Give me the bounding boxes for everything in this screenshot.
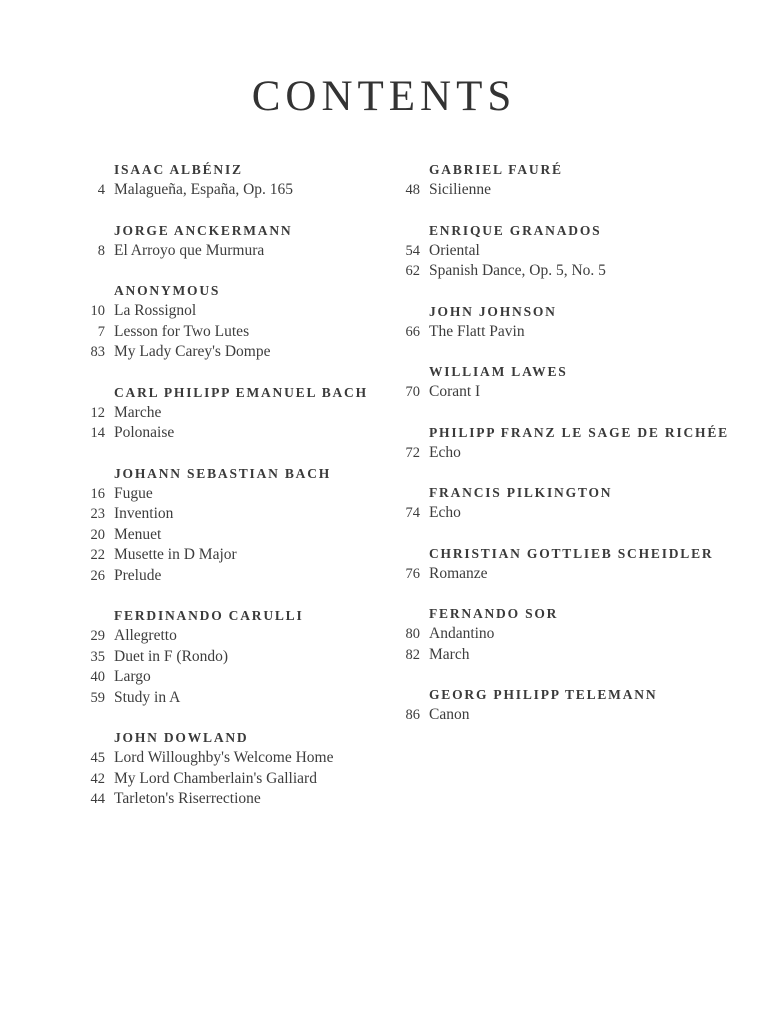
work-row [78,180,393,201]
work-title: La Rossignol [114,302,197,319]
work-page-number: 74 [405,505,420,521]
work-title: Corant I [429,383,481,400]
work-page-number: 40 [90,669,105,685]
work-row [78,748,393,769]
toc-column-right [393,159,738,829]
composer-name: PHILIPP FRANZ LE SAGE DE RICHÉE [429,424,729,440]
work-title: Echo [429,504,461,521]
composer-group [78,159,393,201]
work-title: Tarleton's Riserrectione [114,790,261,807]
work-page-number: 23 [90,506,105,522]
composer-group [78,727,393,810]
work-title: My Lady Carey's Dompe [114,343,271,360]
composer-group [393,422,738,464]
composer-name: JOHN DOWLAND [114,730,249,745]
work-row [393,624,738,645]
composer-group [393,603,738,665]
work-row [393,322,738,343]
work-page-number: 10 [90,303,105,319]
composer-group [78,220,393,262]
composer-group [78,382,393,444]
work-title: Andantino [429,625,495,642]
work-row [393,261,738,282]
composer-name: JOHANN SEBASTIAN BACH [114,465,332,481]
work-title: My Lord Chamberlain's Galliard [114,769,317,787]
composer-name: ISAAC ALBÉNIZ [114,162,243,177]
composer-name: WILLIAM LAWES [429,364,568,379]
work-title: Lesson for Two Lutes [114,322,250,340]
work-page-number: 83 [90,344,105,360]
work-page-number: 66 [405,323,420,340]
work-title: Polonaise [114,424,175,441]
work-page-number: 35 [90,648,105,665]
work-page-number: 76 [405,565,420,582]
work-title: Lord Willoughby's Welcome Home [114,749,334,766]
work-row [78,484,393,505]
work-page-number: 26 [90,567,105,584]
work-title: Spanish Dance, Op. 5, No. 5 [429,262,606,279]
composer-group [393,301,738,343]
work-page-number: 20 [90,526,105,543]
work-row [78,301,393,322]
composer-name: FERNANDO SOR [429,606,559,621]
composer-group [393,361,738,403]
work-row [393,564,738,585]
work-page-number: 80 [405,626,420,642]
work-row [78,241,393,262]
work-row [78,688,393,709]
work-page-number: 62 [405,263,420,279]
work-row [78,545,393,566]
work-title: Malagueña, España, Op. 165 [114,181,294,198]
composer-name: JOHN JOHNSON [429,303,557,319]
work-row [78,423,393,444]
work-page-number: 29 [90,628,105,644]
composer-name: CARL PHILIPP EMANUEL BACH [114,384,368,400]
composer-name: CHRISTIAN GOTTLIEB SCHEIDLER [429,545,714,561]
work-page-number: 16 [90,485,105,502]
work-row [393,645,738,666]
composer-name: FRANCIS PILKINGTON [429,485,613,500]
work-row [393,503,738,524]
work-title: The Flatt Pavin [429,322,525,340]
work-row [78,525,393,546]
work-page-number: 45 [90,750,105,766]
work-title: March [429,645,470,663]
work-row [78,626,393,647]
work-row [78,789,393,810]
composer-name: GEORG PHILIPP TELEMANN [429,687,658,702]
composer-group [393,482,738,524]
work-title: Canon [429,706,470,723]
work-title: Musette in D Major [114,546,237,563]
work-page-number: 22 [90,547,105,563]
work-title: Fugue [114,484,153,502]
composer-group [78,280,393,363]
work-page-number: 48 [405,182,420,198]
work-page-number: 86 [405,707,420,723]
work-row [78,566,393,587]
work-page-number: 82 [405,646,420,663]
work-row [78,322,393,343]
work-title: Echo [429,443,461,461]
work-row [78,769,393,790]
work-title: Invention [114,505,174,522]
work-title: Study in A [114,688,181,706]
work-page-number: 54 [405,242,420,259]
work-title: Largo [114,668,151,685]
work-row [393,241,738,262]
work-row [78,342,393,363]
work-title: Duet in F (Rondo) [114,647,229,665]
composer-name: ANONYMOUS [114,283,221,298]
composer-group [393,220,738,282]
work-title: Romanze [429,564,488,582]
work-page-number: 70 [405,384,420,400]
work-row [393,382,738,403]
work-page-number: 44 [90,791,105,807]
work-page-number: 12 [90,404,105,421]
work-row [78,667,393,688]
work-title: El Arroyo que Murmura [114,241,265,259]
composer-name: JORGE ANCKERMANN [114,222,293,238]
work-page-number: 7 [97,323,105,340]
composer-group [393,159,738,201]
work-page-number: 42 [90,770,105,787]
composer-group [393,543,738,585]
work-row [78,647,393,668]
work-title: Sicilienne [429,181,491,198]
page-title: CONTENTS [251,73,517,120]
composer-group [78,605,393,708]
work-title: Oriental [429,241,480,259]
work-row [393,180,738,201]
work-row [393,443,738,464]
composer-name: GABRIEL FAURÉ [429,162,563,177]
composer-group [78,463,393,587]
work-page-number: 14 [90,425,105,441]
work-title: Allegretto [114,627,177,644]
work-page-number: 59 [90,689,105,706]
work-row [393,705,738,726]
work-row [78,403,393,424]
work-title: Marche [114,403,162,421]
work-title: Prelude [114,566,162,584]
work-row [78,504,393,525]
work-page-number: 8 [97,242,105,259]
work-title: Menuet [114,525,162,543]
composer-group [393,684,738,726]
work-page-number: 72 [405,444,420,461]
toc-columns [0,159,768,829]
work-page-number: 4 [97,182,105,198]
toc-column-left [78,159,393,829]
composer-name: ENRIQUE GRANADOS [429,222,602,238]
composer-name: FERDINANDO CARULLI [114,608,304,623]
